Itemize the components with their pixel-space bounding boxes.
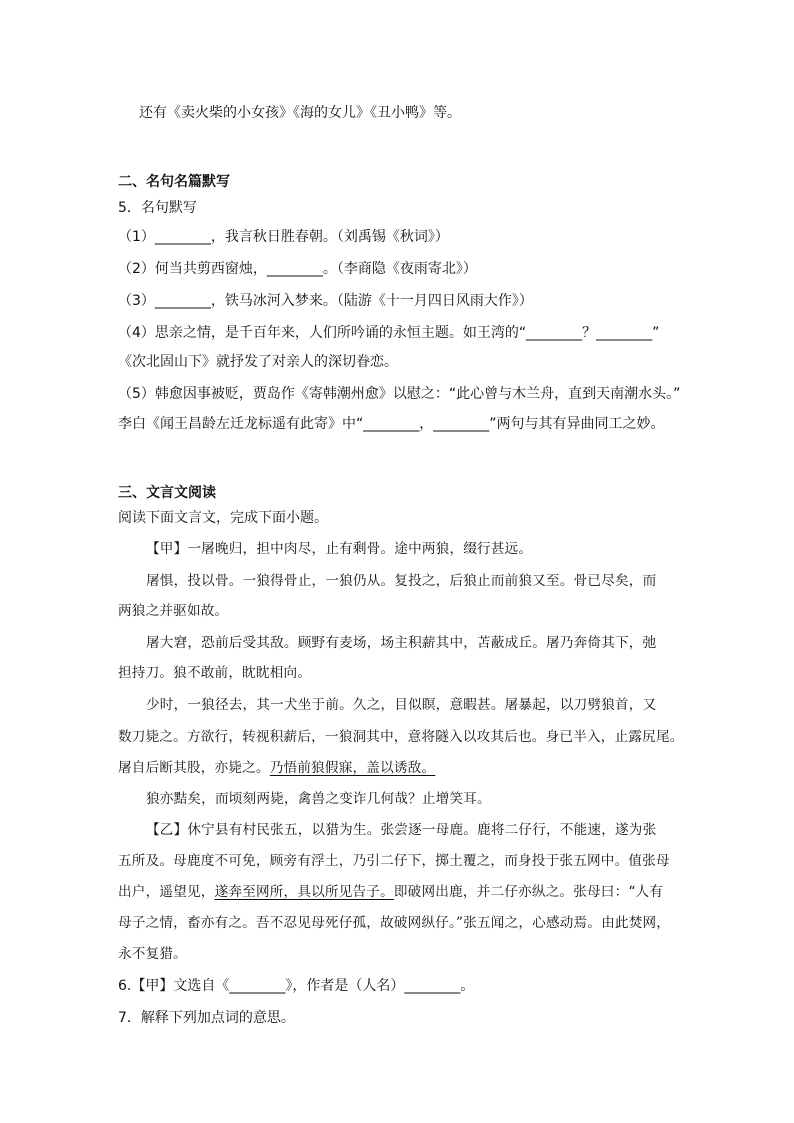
underlined-sentence: 遂奔至网所，具以所见告子。: [214, 884, 394, 900]
passage-line: 两狼之并驱如故。: [118, 603, 229, 619]
underlined-sentence: 乃悟前狼假寐，盖以诱敌。: [269, 760, 436, 776]
question-5-item-5-cont: 李白《闻王昌龄左迁龙标遥有此寄》中“________，________”两句与其有异曲同工之妙。: [118, 416, 665, 432]
passage-line: 永不复猎。: [118, 946, 187, 962]
passage-line: 数刀毙之。方欲行，转视积薪后，一狼洞其中，意将隧入以攻其后也。身已半入，止露尻尾。: [118, 729, 684, 745]
passage-line: 屠大窘，恐前后受其敌。顾野有麦场，场主积薪其中，苫蔽成丘。屠乃奔倚其下，弛: [146, 635, 657, 651]
section-3-heading: 三、文言文阅读: [118, 485, 216, 501]
passage-text: 屠自后断其股，亦毙之。: [118, 760, 270, 776]
passage-line: [118, 758, 435, 778]
question-7: 7．解释下列加点词的意思。: [118, 1010, 295, 1026]
passage-line: [118, 882, 663, 902]
passage-line: 五所及。母鹿度不可免，顾旁有浮土，乃引二仔下，掷土覆之，而身投于张五网中。值张母: [118, 853, 670, 869]
passage-text: 即破网出鹿，并二仔亦纵之。张母曰：“人有: [393, 884, 664, 900]
question-5-title: 5．名句默写: [118, 200, 197, 216]
passage-line: 狼亦黠矣，而顷刻两毙，禽兽之变诈几何哉？止增笑耳。: [146, 791, 491, 807]
passage-line: 少时，一狼径去，其一犬坐于前。久之，目似瞑，意暇甚。屠暴起，以刀劈狼首，又: [146, 697, 657, 713]
intro-line: 还有《卖火柴的小女孩》《海的女儿》《丑小鸭》等。: [139, 105, 461, 121]
passage-line: 母子之情，畜亦有之。吾不忍见母死仔孤，故破网纵仔。”张五闻之，心感动焉。由此焚网，: [118, 915, 671, 931]
passage-line: 屠惧，投以骨。一狼得骨止，一狼仍从。复投之，后狼止而前狼又至。骨已尽矣，而: [146, 573, 657, 589]
question-5-item-4: （4）思亲之情，是千百年来，人们所吟诵的永恒主题。如王湾的“________？________”: [118, 325, 660, 341]
question-5-item-5: （5）韩愈因事被贬，贾岛作《寄韩潮州愈》以慰之：“此心曾与木兰舟，直到天南潮水头。”: [118, 386, 681, 402]
passage-line: 【乙】休宁县有村民张五，以猎为生。张尝逐一母鹿。鹿将二仔行，不能速，遂为张: [146, 822, 657, 838]
passage-line: 【甲】一屠晚归，担中肉尽，止有剩骨。途中两狼，缀行甚远。: [146, 541, 533, 557]
question-5-item-1: （1）________，我言秋日胜春朝。（刘禹锡《秋词》）: [118, 229, 449, 245]
section-3-instruction: 阅读下面文言文，完成下面小题。: [118, 510, 328, 526]
question-5-item-4-cont: 《次北固山下》就抒发了对亲人的深切眷恋。: [118, 354, 398, 370]
question-6: 6.【甲】文选自《________》，作者是（人名）________。: [118, 978, 475, 994]
question-5-item-3: （3）________，铁马冰河入梦来。（陆游《十一月四日风雨大作》）: [118, 293, 533, 309]
section-2-heading: 二、名句名篇默写: [118, 174, 230, 190]
passage-text: 出户，遥望见，: [118, 884, 215, 900]
passage-line: 担持刀。狼不敢前，眈眈相向。: [118, 665, 312, 681]
question-5-item-2: （2）何当共剪西窗烛，________。（李商隐《夜雨寄北》）: [118, 261, 477, 277]
